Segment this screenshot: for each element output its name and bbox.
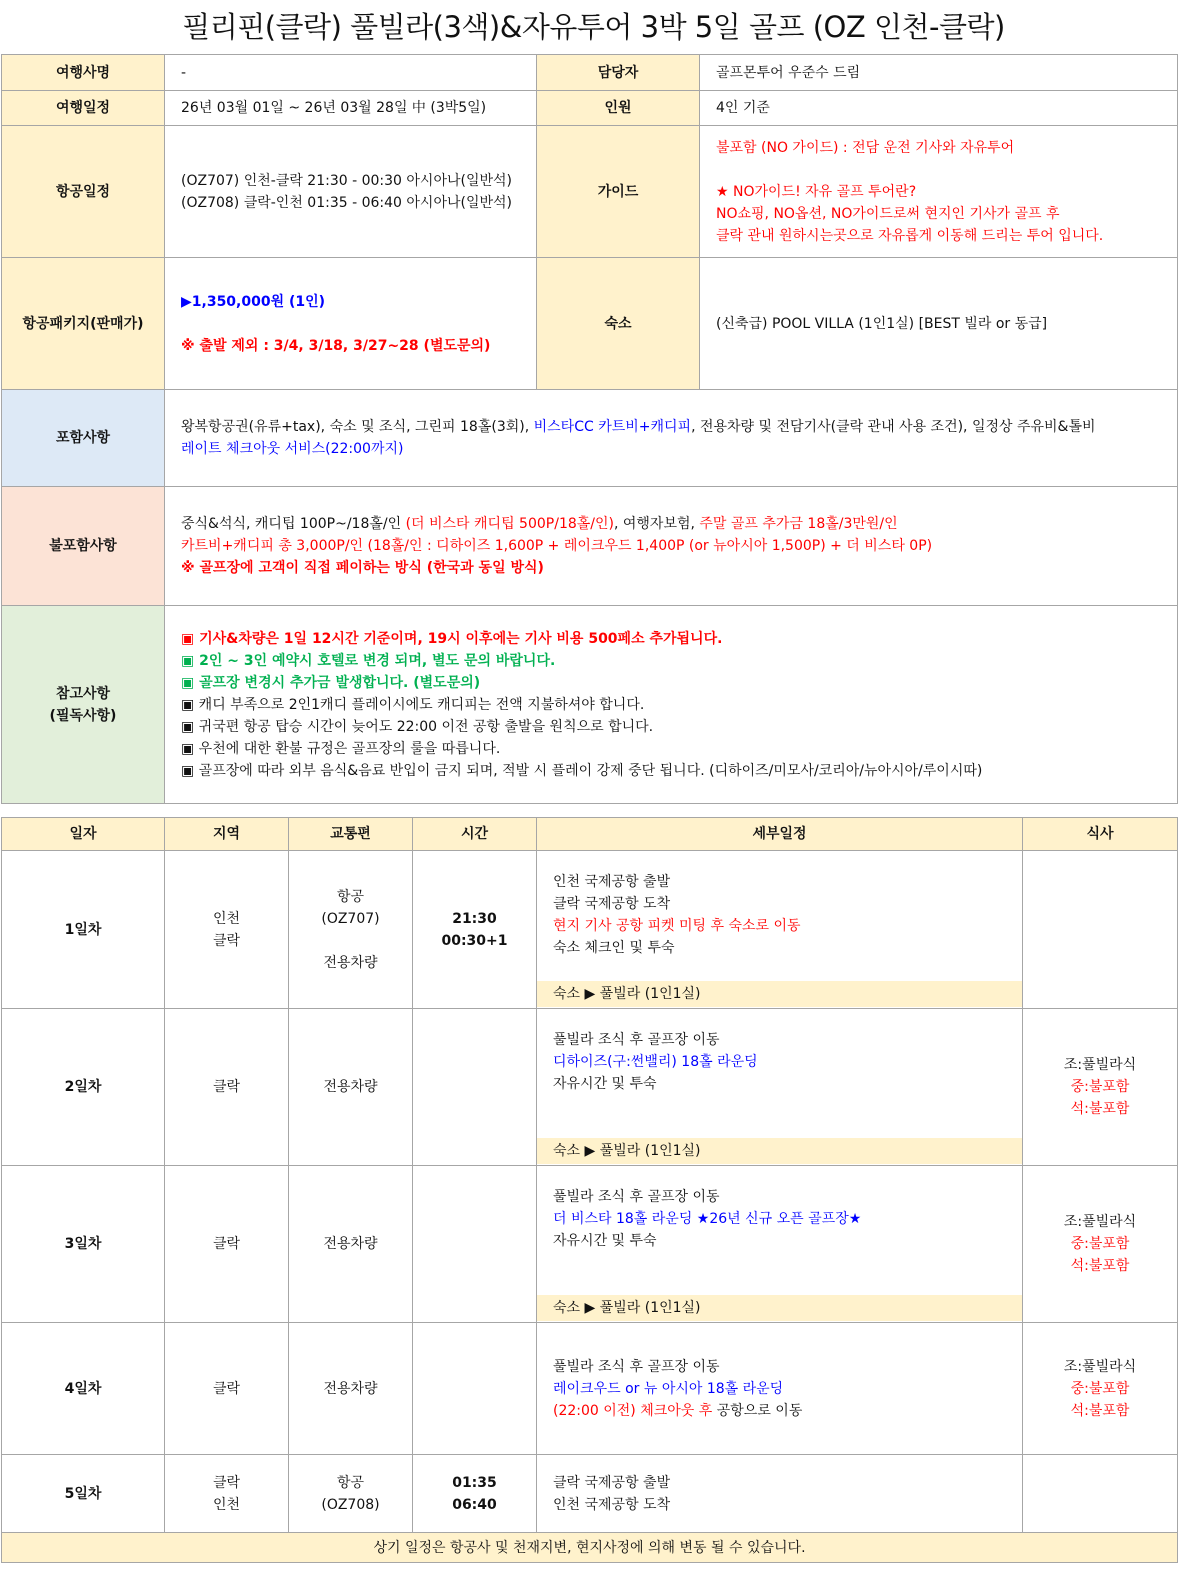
day-meals (1023, 1323, 1178, 1455)
day-meals (1023, 851, 1178, 1009)
detail-lines (553, 1472, 1022, 1516)
package-price: ▶1,350,000원 (1인) (181, 293, 326, 310)
header-details: 세부일정 (537, 818, 1023, 851)
detail-item: 인천 국제공항 출발 (553, 874, 671, 890)
detail-item: 현지 기사 공항 피켓 미팅 후 숙소로 이동 (553, 918, 801, 934)
meal-item: 석:불포함 (1070, 1258, 1130, 1274)
detail-lines (537, 1166, 1022, 1252)
guide-line (716, 159, 1177, 181)
page-title: 필리핀(클락) 풀빌라(3색)&자유투어 3박 5일 골프 (OZ 인천-클락) (182, 10, 1005, 44)
meal-item: 조:풀빌라식 (1063, 1214, 1137, 1230)
included-label: 포함사항 (2, 390, 165, 487)
guide-line: 클락 관내 원하시는곳으로 자유롭게 이동해 드리는 투어 입니다. (716, 227, 1104, 244)
day-time (413, 1323, 537, 1455)
itinerary-row (2, 1455, 1178, 1533)
included-items: 왕복항공권(유류+tax), 숙소 및 조식, 그린피 18홀(3회), 비스타CC 카트비+캐디피, 전용차량 및 전담기사(클락 관내 사용 조건), 일정상 주유비&톨비 레이트 체크아웃 서비스(22:00까지) (165, 390, 1178, 487)
detail-lines (537, 851, 1022, 959)
detail-item: 레이크우드 or 뉴 아시아 18홀 라운딩 (553, 1380, 784, 1397)
agency-label: 여행사명 (2, 55, 165, 91)
detail-item: 자유시간 및 투숙 (553, 1233, 657, 1249)
manager-label: 담당자 (537, 55, 700, 91)
day-transport: 항공 (OZ707) 전용차량 (289, 851, 413, 1009)
detail-item: 풀빌라 조식 후 골프장 이동 (553, 1358, 720, 1375)
header-time: 시간 (413, 818, 537, 851)
day-transport: 전용차량 (289, 1323, 413, 1455)
day-label: 4일차 (2, 1323, 165, 1455)
day-details (537, 1455, 1023, 1533)
people-value: 4인 기준 (700, 91, 1178, 126)
detail-lines (553, 1356, 1022, 1422)
lodging-value: (신축급) POOL VILLA (1인1실) [BEST 빌라 or 동급] (700, 258, 1178, 390)
lodging-bar: 숙소 ▶ 풀빌라 (1인1실) (537, 981, 1022, 1007)
tour-info-table (1, 54, 1178, 804)
detail-item: 숙소 체크인 및 투숙 (553, 940, 675, 956)
day-region: 클락 (165, 1323, 289, 1455)
guide-label: 가이드 (537, 126, 700, 258)
note-item: ▣ 캐디 부족으로 2인1캐디 플레이시에도 캐디피는 전액 지불하셔야 합니다. (181, 696, 645, 713)
day-transport: 전용차량 (289, 1166, 413, 1323)
note-item: ▣ 2인 ~ 3인 예약시 호텔로 변경 되며, 별도 문의 바랍니다. (181, 652, 556, 669)
dates-value: 26년 03월 01일 ~ 26년 03월 28일 中 (3박5일) (165, 91, 537, 126)
day-region: 인천 클락 (165, 851, 289, 1009)
agency-value: - (165, 55, 537, 91)
note-item: ▣ 우천에 대한 환불 규정은 골프장의 룰을 따릅니다. (181, 740, 501, 757)
detail-item: 풀빌라 조식 후 골프장 이동 (553, 1189, 720, 1205)
header-region: 지역 (165, 818, 289, 851)
detail-item: 자유시간 및 투숙 (553, 1076, 657, 1092)
day-time: 01:35 06:40 (413, 1455, 537, 1533)
flight-label: 항공일정 (2, 126, 165, 258)
header-meals: 식사 (1023, 818, 1178, 851)
detail-lines (537, 1009, 1022, 1095)
lodging-bar: 숙소 ▶ 풀빌라 (1인1실) (537, 1138, 1022, 1164)
meal-item: 조:풀빌라식 (1063, 1358, 1137, 1375)
notes-list (165, 606, 1178, 804)
meal-item: 조:풀빌라식 (1063, 1057, 1137, 1073)
note-item: ▣ 골프장에 따라 외부 음식&음료 반입이 금지 되며, 적발 시 플레이 강제 중단 됩니다. (디하이즈/미모사/코리아/뉴아시아/루이시따) (181, 762, 983, 779)
itinerary-table (1, 817, 1178, 1563)
guide-line: 불포함 (NO 가이드) : 전담 운전 기사와 자유투어 (716, 139, 1015, 156)
meal-item: 석:불포함 (1070, 1402, 1130, 1419)
package-label: 항공패키지(판매가) (2, 258, 165, 390)
day-region: 클락 인천 (165, 1455, 289, 1533)
itinerary-row (2, 1009, 1178, 1166)
detail-item: 디하이즈(구:썬밸리) 18홀 라운딩 (553, 1054, 758, 1070)
guide-info (700, 126, 1178, 258)
note-item: ▣ 기사&차량은 1일 12시간 기준이며, 19시 이후에는 기사 비용 500페소 추가됩니다. (181, 630, 723, 647)
detail-item: 인천 국제공항 도착 (553, 1496, 671, 1513)
itinerary-row (2, 1323, 1178, 1455)
header-day: 일자 (2, 818, 165, 851)
day-meals (1023, 1166, 1178, 1323)
itinerary-disclaimer: 상기 일정은 항공사 및 천재지변, 현지사정에 의해 변동 될 수 있습니다. (2, 1533, 1178, 1563)
people-label: 인원 (537, 91, 700, 126)
day-time: 21:30 00:30+1 (413, 851, 537, 1009)
flight-line: (OZ708) 클락-인천 01:35 - 06:40 아시아나(일반석) (181, 194, 512, 211)
day-meals (1023, 1455, 1178, 1533)
day-details (537, 1323, 1023, 1455)
guide-line: ★ NO가이드! 자유 골프 투어란? (716, 183, 917, 200)
detail-item: 클락 국제공항 출발 (553, 1474, 671, 1491)
lodging-label: 숙소 (537, 258, 700, 390)
detail-item: 클락 국제공항 도착 (553, 896, 671, 912)
meal-item: 석:불포함 (1070, 1101, 1130, 1117)
day-details (537, 851, 1023, 1009)
day-label: 2일차 (2, 1009, 165, 1166)
day-label: 3일차 (2, 1166, 165, 1323)
day-label: 1일차 (2, 851, 165, 1009)
detail-item: 더 비스타 18홀 라운딩 ★26년 신규 오픈 골프장★ (553, 1211, 862, 1227)
excluded-label: 불포함사항 (2, 487, 165, 606)
day-details (537, 1166, 1023, 1323)
lodging-bar: 숙소 ▶ 풀빌라 (1인1실) (537, 1295, 1022, 1321)
day-details (537, 1009, 1023, 1166)
flight-line: (OZ707) 인천-클락 21:30 - 00:30 아시아나(일반석) (181, 172, 512, 189)
meal-item: 중:불포함 (1070, 1236, 1130, 1252)
note-item: ▣ 귀국편 항공 탑승 시간이 늦어도 22:00 이전 공항 출발을 원칙으로 합니다. (181, 718, 654, 735)
day-region: 클락 (165, 1166, 289, 1323)
itinerary-row (2, 1166, 1178, 1323)
excluded-items: 중식&석식, 캐디팁 100P~/18홀/인 (더 비스타 캐디팁 500P/18홀/인), 여행자보험, 주말 골프 추가금 18홀/3만원/인 카트비+캐디피 총 3,000P/인 (18홀/인 : 디하이즈 1,600P + 레이크우드 1,400P (or 뉴아시아 1,500P) + 더 비스타 0P) ※ 골프장에 고객이 직접 페이하는 방식 (한국과 동일 방식) (165, 487, 1178, 606)
day-transport: 전용차량 (289, 1009, 413, 1166)
dates-label: 여행일정 (2, 91, 165, 126)
meal-item: 중:불포함 (1070, 1079, 1130, 1095)
meal-item: 중:불포함 (1070, 1380, 1130, 1397)
manager-value: 골프몬투어 우준수 드림 (700, 55, 1178, 91)
flight-schedule (165, 126, 537, 258)
day-time (413, 1009, 537, 1166)
itinerary-footer-row (2, 1533, 1178, 1563)
day-region: 클락 (165, 1009, 289, 1166)
guide-line: NO쇼핑, NO옵션, NO가이드로써 현지인 기사가 골프 후 (716, 205, 1060, 222)
package-exclude-dates: ※ 출발 제외 : 3/4, 3/18, 3/27~28 (별도문의) (181, 337, 491, 354)
itinerary-row (2, 851, 1178, 1009)
package-info (165, 258, 537, 390)
detail-item: 풀빌라 조식 후 골프장 이동 (553, 1032, 720, 1048)
day-transport: 항공 (OZ708) (289, 1455, 413, 1533)
day-label: 5일차 (2, 1455, 165, 1533)
header-transport: 교통편 (289, 818, 413, 851)
itinerary-header-row (2, 818, 1178, 851)
note-item: ▣ 골프장 변경시 추가금 발생합니다. (별도문의) (181, 674, 481, 691)
day-meals (1023, 1009, 1178, 1166)
detail-item: (22:00 이전) 체크아웃 후 공항으로 이동 (553, 1402, 803, 1419)
notes-label: 참고사항 (필독사항) (2, 606, 165, 804)
day-time (413, 1166, 537, 1323)
